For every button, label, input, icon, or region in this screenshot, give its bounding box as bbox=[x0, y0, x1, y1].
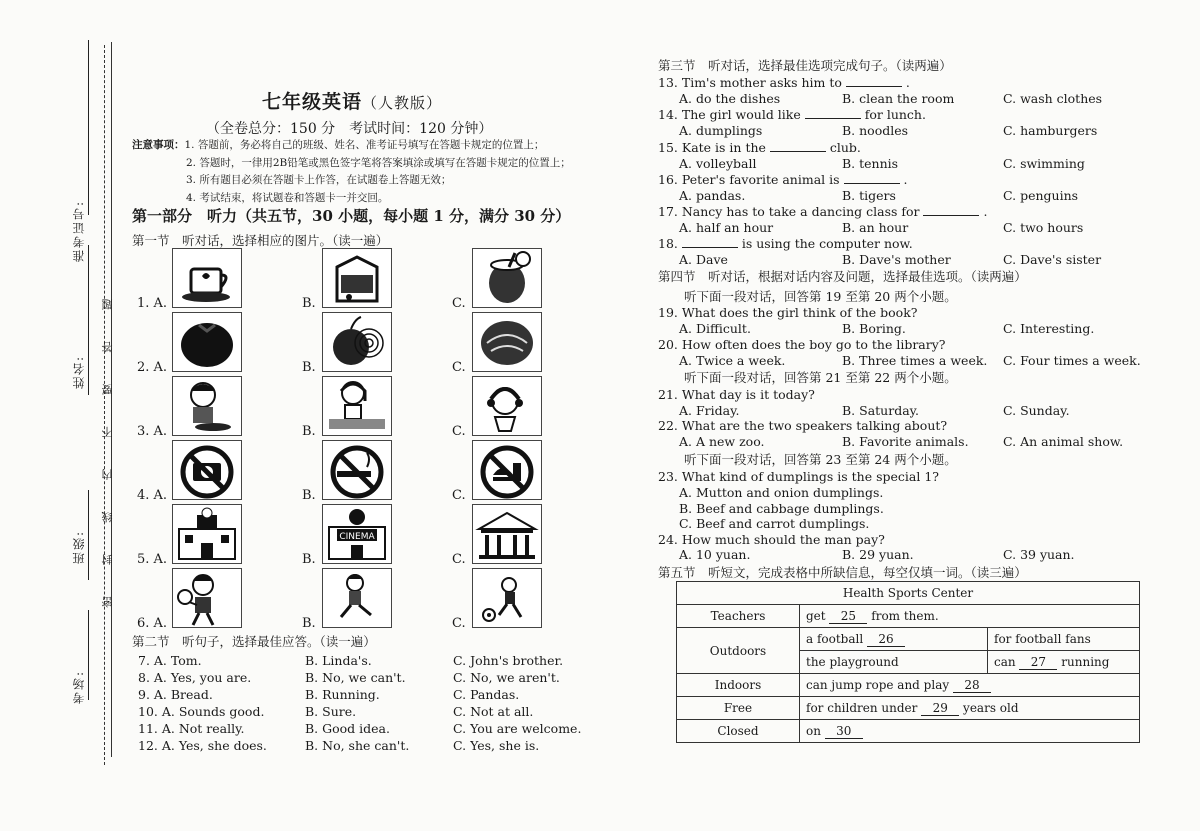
question-stem: 13. Tim's mother asks him to bbox=[658, 75, 846, 90]
exam-number-label: 准考证号: bbox=[72, 200, 86, 263]
boy-running-icon bbox=[322, 568, 392, 628]
girl-playing-icon bbox=[172, 376, 242, 436]
option-label: B. bbox=[302, 424, 316, 439]
answer-option: B. tigers bbox=[842, 188, 896, 203]
cell-text: on bbox=[806, 723, 821, 738]
dialog-intro: 听下面一段对话，回答第 23 至第 24 两个小题。 bbox=[684, 452, 957, 467]
answer-blank bbox=[770, 140, 826, 152]
option-label: B. bbox=[302, 296, 316, 311]
outdoors-cell-1 bbox=[800, 628, 988, 651]
school-building-icon bbox=[172, 504, 242, 564]
exam-info: （全卷总分：150 分 考试时间：120 分钟） bbox=[206, 121, 493, 137]
question-end: . bbox=[899, 172, 908, 187]
museum-building-icon bbox=[472, 504, 542, 564]
option-label: 5. A. bbox=[137, 552, 168, 567]
option-label: C. bbox=[452, 424, 466, 439]
dialog-intro: 听下面一段对话，回答第 19 至第 20 两个小题。 bbox=[684, 289, 957, 304]
cell-text: get bbox=[806, 608, 826, 623]
outdoors-note: for football fans bbox=[988, 628, 1140, 651]
question-end: is using the computer now. bbox=[737, 236, 913, 251]
room-line bbox=[88, 610, 89, 700]
option-label: 6. A. bbox=[137, 616, 168, 631]
note-item: 1. 答题前，务必将自己的班级、姓名、准考证号填写在答题卡规定的位置上； bbox=[184, 139, 545, 151]
free-cell bbox=[800, 697, 1140, 720]
answer-option: A. A new zoo. bbox=[679, 434, 765, 449]
class-label: 班级: bbox=[72, 530, 86, 565]
answer-option: C. penguins bbox=[1003, 188, 1079, 203]
answer-option: A. half an hour bbox=[679, 220, 774, 235]
note-item: 4. 考试结束，将试题卷和答题卡一并交回。 bbox=[186, 191, 389, 204]
option-label: C. bbox=[452, 616, 466, 631]
answer-option: C. Sunday. bbox=[1003, 403, 1070, 418]
answer-option: B. Sure. bbox=[305, 704, 357, 719]
question-text bbox=[658, 75, 910, 90]
cinema-building-icon bbox=[322, 504, 392, 564]
part1-title: 第一部分 听力（共五节，30 小题，每小题 1 分，满分 30 分） bbox=[132, 207, 571, 225]
no-camera-icon bbox=[172, 440, 242, 500]
answer-option: C. Interesting. bbox=[1003, 321, 1095, 336]
boy-football-icon bbox=[472, 568, 542, 628]
milk-carton-icon bbox=[322, 248, 392, 308]
answer-option: B. Linda's. bbox=[305, 653, 372, 668]
cell-text: can bbox=[994, 654, 1016, 669]
answer-option: 11. A. Not really. bbox=[138, 721, 245, 736]
question-text: 24. How much should the man pay? bbox=[658, 532, 885, 547]
answer-option: B. 29 yuan. bbox=[842, 547, 914, 562]
blank-29: 29 bbox=[921, 701, 959, 716]
no-food-icon bbox=[472, 440, 542, 500]
question-text bbox=[658, 140, 861, 155]
answer-option: C. two hours bbox=[1003, 220, 1084, 235]
cabbage-icon bbox=[472, 312, 542, 372]
answer-option: C. Yes, she is. bbox=[453, 738, 540, 753]
question-end: . bbox=[979, 204, 988, 219]
answer-option: A. 10 yuan. bbox=[679, 547, 751, 562]
question-stem: 18. bbox=[658, 236, 682, 251]
option-label: B. bbox=[302, 616, 316, 631]
svg-text:CINEMA: CINEMA bbox=[339, 532, 375, 542]
section1-title: 第一节 听对话，选择相应的图片。（读一遍） bbox=[132, 233, 389, 248]
seal-line-text: 密 封 线 内 不 要 答 题 bbox=[101, 285, 114, 608]
answer-option: C. You are welcome. bbox=[453, 721, 582, 736]
note-item: 3. 所有题目必须在答题卡上作答，在试题卷上答题无效； bbox=[186, 174, 452, 186]
cell-text: years old bbox=[963, 700, 1019, 715]
girl-music-icon bbox=[472, 376, 542, 436]
question-text: 23. What kind of dumplings is the special 1? bbox=[658, 469, 939, 484]
blank-25: 25 bbox=[829, 609, 867, 624]
section5-title: 第五节 听短文，完成表格中所缺信息，每空仅填一词。（读三遍） bbox=[658, 565, 1027, 580]
cell-text: for children under bbox=[806, 700, 918, 715]
cell-text: can jump rope and play bbox=[806, 677, 950, 692]
indoors-cell bbox=[800, 674, 1140, 697]
outdoors-cell-3 bbox=[988, 651, 1140, 674]
option-label: B. bbox=[302, 488, 316, 503]
answer-option: A. volleyball bbox=[679, 156, 757, 171]
answer-option: C. John's brother. bbox=[453, 653, 564, 668]
no-smoking-icon bbox=[322, 440, 392, 500]
answer-blank bbox=[682, 236, 738, 248]
notes-label: 注意事项： bbox=[132, 139, 185, 151]
option-label: C. bbox=[452, 296, 466, 311]
option-label: B. bbox=[302, 552, 316, 567]
outdoors-cell-2: the playground bbox=[800, 651, 988, 674]
room-label: 考场: bbox=[72, 670, 86, 705]
answer-option: A. Dave bbox=[679, 252, 728, 267]
option-label: C. bbox=[452, 488, 466, 503]
boy-tennis-icon bbox=[172, 568, 242, 628]
answer-option: 7. A. Tom. bbox=[138, 653, 202, 668]
answer-option: A. Difficult. bbox=[679, 321, 751, 336]
answer-option: B. No, we can't. bbox=[305, 670, 406, 685]
answer-option: 9. A. Bread. bbox=[138, 687, 213, 702]
name-line bbox=[88, 245, 89, 395]
answer-option: A. Twice a week. bbox=[679, 353, 786, 368]
notes-block bbox=[132, 137, 571, 207]
answer-option: C. Pandas. bbox=[453, 687, 520, 702]
answer-option: 8. A. Yes, you are. bbox=[138, 670, 252, 685]
option-label: 3. A. bbox=[137, 424, 168, 439]
girl-drawing-icon bbox=[322, 376, 392, 436]
answer-option: B. Running. bbox=[305, 687, 380, 702]
answer-option: B. Favorite animals. bbox=[842, 434, 969, 449]
teachers-cell bbox=[800, 605, 1140, 628]
option-label: C. bbox=[452, 552, 466, 567]
question-text: 22. What are the two speakers talking about? bbox=[658, 418, 948, 433]
option-label: C. bbox=[452, 360, 466, 375]
coffee-cup-icon bbox=[172, 248, 242, 308]
answer-option: B. clean the room bbox=[842, 91, 955, 106]
tomato-icon bbox=[172, 312, 242, 372]
cell-text: from them. bbox=[871, 608, 939, 623]
answer-option: B. Beef and cabbage dumplings. bbox=[679, 501, 884, 516]
blank-30: 30 bbox=[825, 724, 863, 739]
answer-option: C. Four times a week. bbox=[1003, 353, 1141, 368]
answer-option: C. Dave's sister bbox=[1003, 252, 1102, 267]
dialog-intro: 听下面一段对话，回答第 21 至第 22 两个小题。 bbox=[684, 370, 957, 385]
answer-option: B. Three times a week. bbox=[842, 353, 988, 368]
answer-option: C. Beef and carrot dumplings. bbox=[679, 516, 870, 531]
answer-option: B. No, she can't. bbox=[305, 738, 410, 753]
answer-option: C. Not at all. bbox=[453, 704, 534, 719]
answer-blank bbox=[923, 204, 979, 216]
section4-title: 第四节 听对话，根据对话内容及问题，选择最佳选项。（读两遍） bbox=[658, 269, 1027, 284]
answer-option: B. Boring. bbox=[842, 321, 906, 336]
answer-blank bbox=[846, 75, 902, 87]
row-label-indoors: Indoors bbox=[677, 674, 800, 697]
answer-option: A. pandas. bbox=[679, 188, 746, 203]
answer-option: A. Friday. bbox=[679, 403, 740, 418]
cell-text: a football bbox=[806, 631, 864, 646]
answer-option: C. swimming bbox=[1003, 156, 1085, 171]
question-end: club. bbox=[825, 140, 861, 155]
note-item: 2. 答题时，一律用2B铅笔或黑色签字笔将答案填涂或填写在答题卡规定的位置上； bbox=[186, 156, 571, 169]
table-heading: Health Sports Center bbox=[677, 582, 1140, 605]
section3-title: 第三节 听对话，选择最佳选项完成句子。（读两遍） bbox=[658, 58, 952, 73]
answer-option: B. Dave's mother bbox=[842, 252, 951, 267]
question-text bbox=[658, 107, 926, 122]
answer-option: A. do the dishes bbox=[679, 91, 781, 106]
health-sports-table bbox=[676, 581, 1140, 743]
answer-option: A. Mutton and onion dumplings. bbox=[679, 485, 884, 500]
name-label: 姓名: bbox=[72, 355, 86, 390]
question-text bbox=[658, 236, 913, 251]
answer-option: B. noodles bbox=[842, 123, 909, 138]
onion-icon bbox=[322, 312, 392, 372]
cell-text: running bbox=[1061, 654, 1110, 669]
question-text: 19. What does the girl think of the book? bbox=[658, 305, 918, 320]
title-text: 七年级英语 bbox=[262, 91, 363, 113]
answer-blank bbox=[805, 107, 861, 119]
edition-text: （人教版） bbox=[362, 94, 443, 112]
option-label: 2. A. bbox=[137, 360, 168, 375]
question-stem: 14. The girl would like bbox=[658, 107, 805, 122]
answer-option: C. An animal show. bbox=[1003, 434, 1124, 449]
answer-option: B. tennis bbox=[842, 156, 899, 171]
answer-option: C. wash clothes bbox=[1003, 91, 1103, 106]
question-text: 20. How often does the boy go to the library? bbox=[658, 337, 946, 352]
answer-option: B. Saturday. bbox=[842, 403, 920, 418]
question-stem: 16. Peter's favorite animal is bbox=[658, 172, 844, 187]
page-title bbox=[262, 87, 442, 114]
answer-option: C. 39 yuan. bbox=[1003, 547, 1075, 562]
exam-number-line bbox=[88, 40, 89, 215]
answer-option: B. Good idea. bbox=[305, 721, 390, 736]
option-label: 1. A. bbox=[137, 296, 168, 311]
answer-blank bbox=[844, 172, 900, 184]
row-label-closed: Closed bbox=[677, 720, 800, 743]
question-end: . bbox=[901, 75, 910, 90]
option-label: 4. A. bbox=[137, 488, 168, 503]
question-end: for lunch. bbox=[860, 107, 926, 122]
row-label-outdoors: Outdoors bbox=[677, 628, 800, 674]
answer-option: C. hamburgers bbox=[1003, 123, 1098, 138]
question-text bbox=[658, 204, 987, 219]
blank-26: 26 bbox=[867, 632, 905, 647]
row-label-teachers: Teachers bbox=[677, 605, 800, 628]
blank-27: 27 bbox=[1019, 655, 1057, 670]
question-text bbox=[658, 172, 907, 187]
blank-28: 28 bbox=[953, 678, 991, 693]
juice-glass-icon bbox=[472, 248, 542, 308]
question-stem: 15. Kate is in the bbox=[658, 140, 770, 155]
class-line bbox=[88, 490, 89, 580]
answer-option: 10. A. Sounds good. bbox=[138, 704, 265, 719]
closed-cell bbox=[800, 720, 1140, 743]
answer-option: B. an hour bbox=[842, 220, 909, 235]
answer-option: 12. A. Yes, she does. bbox=[138, 738, 267, 753]
answer-option: A. dumplings bbox=[679, 123, 763, 138]
row-label-free: Free bbox=[677, 697, 800, 720]
question-text: 21. What day is it today? bbox=[658, 387, 815, 402]
section2-title: 第二节 听句子，选择最佳应答。（读一遍） bbox=[132, 634, 376, 649]
question-stem: 17. Nancy has to take a dancing class for bbox=[658, 204, 924, 219]
answer-option: C. No, we aren't. bbox=[453, 670, 560, 685]
option-label: B. bbox=[302, 360, 316, 375]
